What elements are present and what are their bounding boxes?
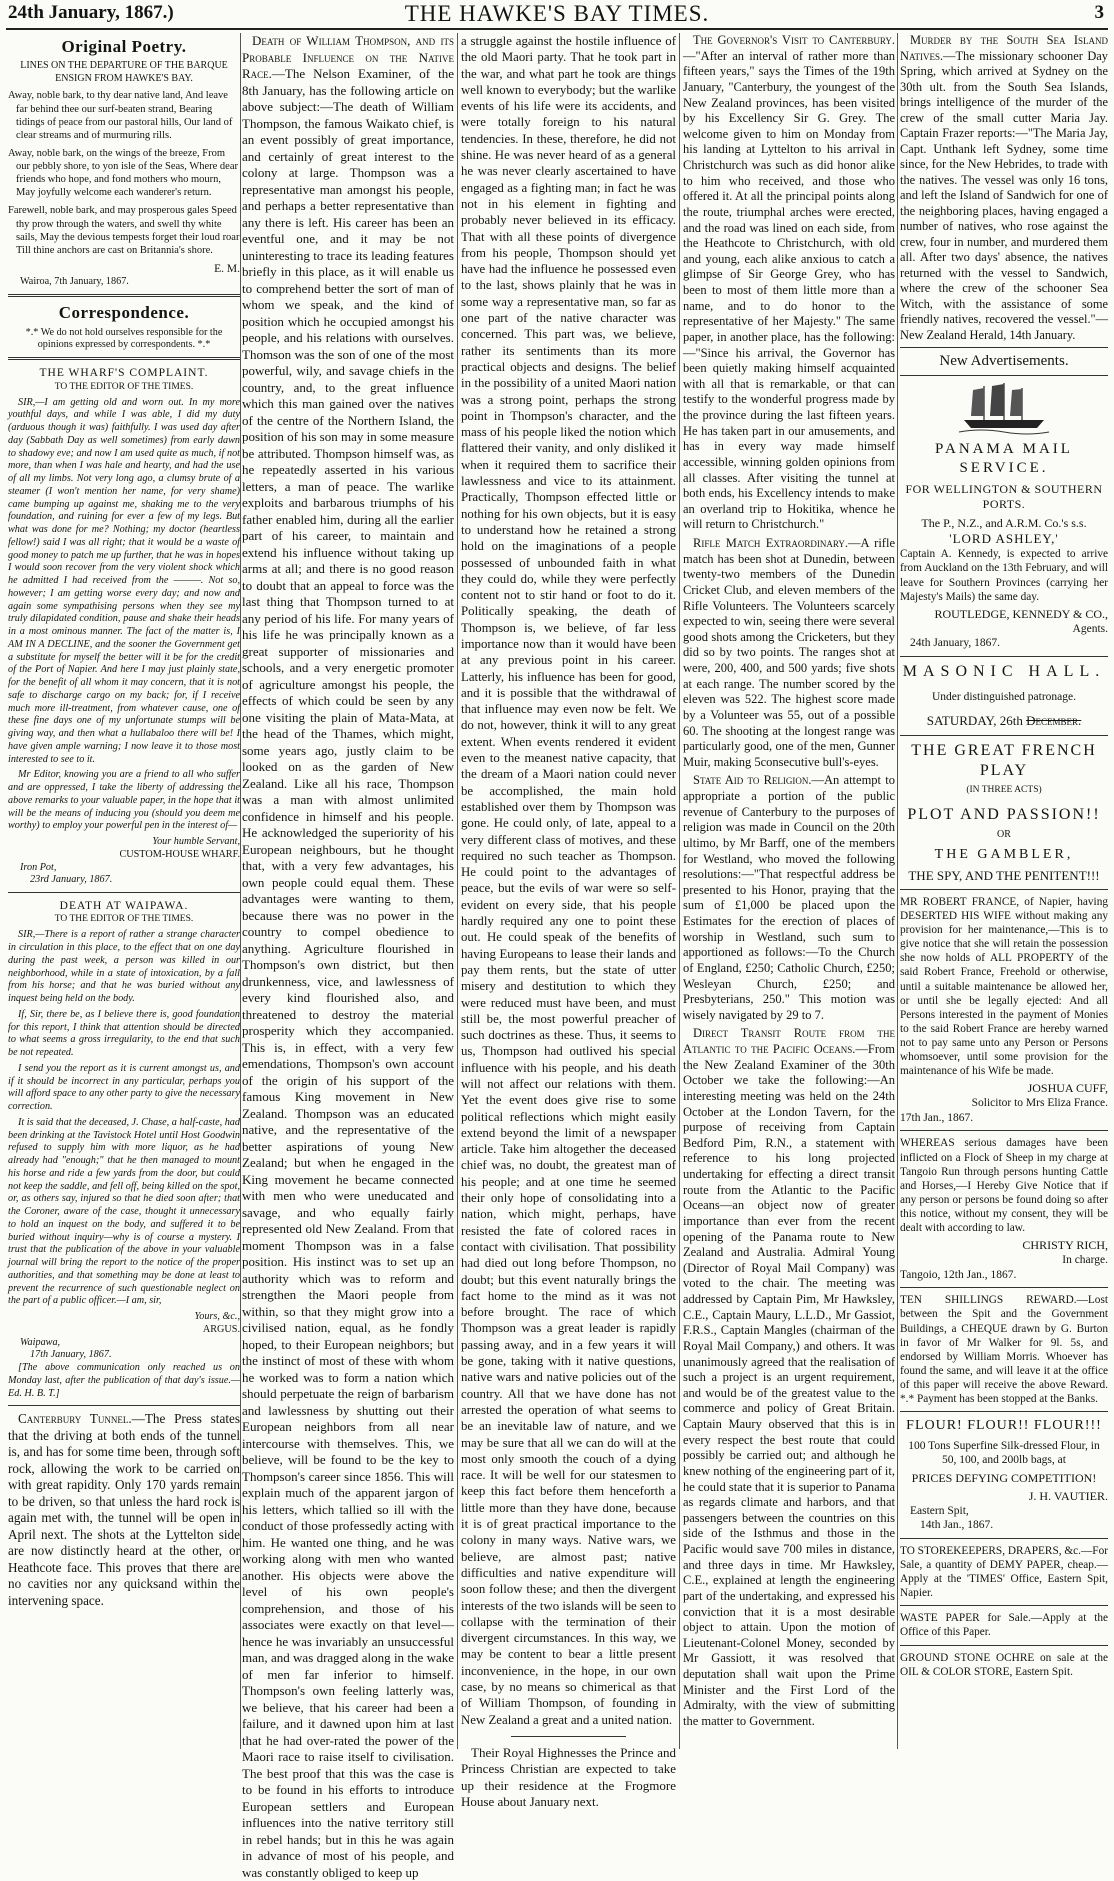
storekeepers-body: TO STOREKEEPERS, DRAPERS, &c.—For Sale, a quantity of DEMY PAPER, cheap.—Apply at the 'TIMES' Office, Eastern Spit, Napier. <box>900 1544 1108 1600</box>
flour-signature: J. H. VAUTIER. <box>1028 1488 1108 1503</box>
play-line-4: OR <box>997 829 1011 841</box>
column-rule <box>240 33 241 1749</box>
panama-date: 24th January, 1867. <box>910 637 1000 650</box>
column-1 <box>8 33 240 1749</box>
rifle-article <box>683 536 895 770</box>
page-number: 3 <box>1094 2 1104 23</box>
column-2 <box>242 33 454 1880</box>
play-line-2: (IN THREE ACTS) <box>966 785 1042 796</box>
divider <box>8 892 240 893</box>
divider <box>8 294 240 297</box>
waipawa-body-2: If, Sir, there be, as I believe there is, good foundation for this report, I think that attention should be directed to what seems a gross irregularity, to the end that such be not repeated. <box>8 1008 240 1059</box>
play-line-3: PLOT AND PASSION!! <box>907 806 1101 824</box>
poem-title: LINES ON THE DEPARTURE OF THE BARQUE ENSIGN FROM HAWKE'S BAY. <box>20 60 228 84</box>
divider <box>8 1405 240 1406</box>
newspaper-title: THE HAWKE'S BAY TIMES. <box>404 1 710 26</box>
masonic-date-day: SATURDAY, 26th <box>926 712 1023 728</box>
whereas-date: Tangoio, 12th Jan., 1867. <box>900 1268 1017 1281</box>
storekeepers-ad <box>900 1544 1108 1600</box>
thompson-heading: Death of William Thompson, and its Probable Influence on the Native Race. <box>242 33 454 81</box>
flour-body: 100 Tons Superfine Silk-dressed Flour, in 50, 100, and 200lb bags, at <box>908 1439 1100 1467</box>
state-aid-body: —An attempt to appropriate a portion of the public revenue of Canterbury to the purposes of religion was made in Council on the 20th ultimo, by Mr Barff, one of the members for Westland, who moved the following resolutions:—"That respectful address be presented to his Honor, praying that the sum of £1,000 be placed upon the Estimates for the erection of places of worship in Westland, such sum to apportioned as follows:—To the Church of England, £250; Catholic Church, £250; Wesleyan Church, £250; and Presbyterians, 250." This motion was wisely navigated by 29 to 7. <box>683 773 895 1022</box>
play-line-5: THE GAMBLER, <box>934 846 1074 862</box>
section-heading-poetry: Original Poetry. <box>61 37 187 56</box>
transit-body: —From the New Zealand Examiner of the 30th October we take the following:—An interesting meeting was held on the 24th October at the London Tavern, for the purpose of receiving from Captain Bedford Pim, R.N., a statement with reference to his long projected undertaking for effecting a direct transit route from the Atlantic to the Pacific Oceans—an object now of greater importance than ever from the recent opening of the Panama route to New Zealand and Australia. Admiral Young (Director of Royal Mail Company) was voted to the chair. The meeting was addressed by Captain Pim, Mr Hawksley, C.E., Captain Maury, L.L.D., Mr Gassiot, F.R.S., Captain Mangles (chairman of the Royal Mail Company,) and others. It was unanimously agreed that the realisation of such a project is an urgent requirement, and would be of the greatest value to the commerce and policy of Great Britain. Captain Maury observed that this is in every respect the best route that could possibly be carried out; and although he knew nothing of the engineering part of it, he could state that it is superior to Panama as regards climate and harbors, and that passengers between the countries on this side of the Isthmus and those in the Pacific would save 700 miles in distance, and three days in time. Mr Hawksley, C.E., explained at length the engineering part of the undertaking, and expressed his conviction that it is a most desirable object to attain. Upon the motion of Lieutenant-Colonel Money, seconded by Mr Gassiott, it was resolved that deputation shall wait upon the Prime Minister and the First Lord of the Admiralty, with the view of submitting the matter to Government. <box>683 1042 895 1728</box>
murder-heading: Murder by the South Sea Island Natives. <box>900 33 1108 63</box>
flour-ad <box>900 1417 1108 1533</box>
divider <box>900 1287 1108 1288</box>
steamship-icon <box>959 380 1049 436</box>
whereas-body: WHEREAS serious damages have been inflicted on a Flock of Sheep in my charge at Tangoio Run through persons hunting Cattle and Horses,—I Hereby Give Notice that if any person or persons be found doing so after this notice, without my consent, they will be dealt with according to law. <box>900 1137 1108 1235</box>
article-to-editor: TO THE EDITOR OF THE TIMES. <box>54 914 194 925</box>
waste-paper-body: WASTE PAPER for Sale.—Apply at the Office of this Paper. <box>900 1612 1108 1639</box>
new-advertisements-heading: New Advertisements. <box>900 347 1108 376</box>
column-3 <box>461 33 676 1809</box>
editor-note: [The above communication only reached us on Monday last, after the publication of that day's issue.—Ed. H. B. T.] <box>8 1362 240 1399</box>
thompson-continued: a struggle against the hostile influence of the old Maori party. That he took part in the war, and what part he took are things well known to everybody; but the warlike events of his life were its accidents, and were totally foreign to his natural tendencies. In these, therefore, he did not shine. He was never heard of as a general he was never clearly ascertained to have engaged as a fighting man; in fact he was not in his element in fighting and probably never believed in its efficacy. That with all these points of divergence from his people, Thompson should yet have had the influence he possessed even to the last, shows plainly that he was in some way a representative man, so far as one part of the native character was concerned. This part was, we believe, rather its sentiments than its more practical objects and designs. The belief in the possibility of a united Maori nation was a strong point, perhaps the strong point in Thompson's character, and the mass of his people liked the notion which flattered their vanity, and only disliked it when it required them to sacrifice their lawlessness and vice to its attainment. Practically, Thompson effected little or nothing for his own objects, but it is easy to understand how he retained a strong hold on the imaginations of a people possessed of unbounded faith in what they could do, while they were perfectly content not to stir hand or foot to do it. Politically speaking, the death of Thompson is, we believe, of far less importance now than it would have been at any previous point in his career. Latterly, his influence has been for good, and it is possible that the withdrawal of that influence may even now be felt. We do not, however, think it will to any great extent. When events rendered it evident even to the meanest native capacity, that the dream of a Maori nation could never be accomplished, the main hold established over them by Thompson was gone. He could only, of late, appeal to a very different class of motives, and these required no such teacher as Thompson. He could point to the advantages of peace, but the evils of war were so self-evident on every side, that his people hardly required any one to point these out. He could speak of the benefits of having Europeans to lease their lands and pay them rents, but the state of utter misery and destitution to which they were reduced must have been, and must still be, the most powerful preacher of such doctrines as these. Thus, it seems to us, Thompson had outlived his special influence with his people, and his death will not affect our relations with them. Yet the event does give rise to some political reflections which might easily extend beyond the limit of a newspaper article. Take him altogether the deceased chief was, no doubt, the greatest man of his people; and at one time he seemed their only hope of consolidating into a nation, which might, perhaps, have resisted the fate of colored races in contact with civilisation. That possibility had died out long before Thompson, no doubt; but this event naturally brings the fact home to the mind as it was not before brought. The race of which Thompson was a great leader is rapidly passing away, and in a few years it will be gone, taking with it native questions, native wars and native policies out of the country. All that we have done has not arrested the operation of what seems to be an inevitable law of nature, and we may be sure that all we can do will at the most only smooth the couch of a dying race. It will be well for our statesmen to keep this fact before them henceforth a little more than they have done, because it is of great practical importance to the colony in many ways. Native wars, we believe, are almost past; native difficulties and native expenditure will soon follow these; and then the divergent interests of the two islands will be seen to collapse with the termination of their divergent circumstances. In this way, we may be content to bear a little present inconvenience, in the hope, in our own case, by no means so chimerical as that of William Thompson, of founding in New Zealand a great and a united nation. <box>461 34 676 1727</box>
play-line-1: THE GREAT FRENCH PLAY <box>911 741 1097 780</box>
panama-agents: ROUTLEDGE, KENNEDY & CO., <box>934 606 1108 621</box>
reward-notice <box>900 1293 1108 1406</box>
masonic-date-month: December. <box>1026 712 1082 728</box>
panama-title: PANAMA MAIL SERVICE. <box>935 440 1073 476</box>
thompson-article <box>242 33 454 1881</box>
divider <box>8 357 240 360</box>
column-rule <box>679 33 680 1749</box>
tunnel-article <box>8 1411 240 1609</box>
issue-date: 24th January, 1867.) <box>8 2 174 23</box>
royal-article: Their Royal Highnesses the Prince and Princess Christian are expected to take up their residence at the Frogmore House about January next. <box>461 1744 676 1809</box>
poem-signature: E. M. <box>214 262 240 275</box>
transit-article <box>683 1026 895 1729</box>
waipawa-body-3: I send you the report as it is current amongst us, and if it should be incorrect in any particular, perhaps you will afford space to any other party to give the necessary correction. <box>8 1062 240 1113</box>
divider <box>900 1130 1108 1131</box>
wharf-sign-2: CUSTOM-HOUSE WHARF. <box>119 848 240 860</box>
panama-ship-name: 'LORD ASHLEY,' <box>949 531 1059 546</box>
column-5 <box>900 33 1108 1749</box>
masonic-title: MASONIC HALL. <box>902 662 1106 680</box>
divider <box>900 656 1108 657</box>
panama-agents-label: Agents. <box>1072 622 1108 635</box>
wharf-letter-body: SIR,—I am getting old and worn out. In my more youthful days, and while I was able, I did my duty (arduous though it was) faithfully. I was used day after day (Sabbath Day as well sometimes) from early dawn to shadowy eve; and now I am used quite as much, if not more, than when I was hale and hearty, and had the use of all my limbs. Not very long ago, a clumsy brute of a steamer (I won't mention her name, for very shame) came bumping up against me, shaking me to the very foundation, and ruining for ever a few of my legs. But what was done for me? Nothing; my doctor (heartless fellow!) said I was all right; that it would be a waste of good money to patch me up further, that he was in hopes I would soon recover from the very violent shock which he admitted I had received from the ———. Not so, however; I am getting worse every day; and now and again some sympathising persons when they see my truly dilapidated condition, pause and shake their heads in a most ominous manner. The fact of the matter is, I AM IN A DECLINE, and the sooner the Government get a substitute for myself the better will it be for the credit of the Port of Napier. And here I may just plainly state, for the benefit of all whom it may concern, that it is not safe to discharge cargo on my back; for, if I receive much more ill-treatment, from whatever cause, one of these fine days one of my unfortunate stumps will be giving way, and then what a hullabaloo there will be! I have given ample warning; I now leave it to those most interested to see to it. <box>8 396 240 765</box>
flour-date: 14th Jan., 1867. <box>920 1519 994 1532</box>
flour-title: FLOUR! FLOUR!! FLOUR!!! <box>906 1418 1102 1434</box>
poem-place: Wairoa, 7th January, 1867. <box>20 276 129 288</box>
france-signature: JOSHUA CUFF, <box>1027 1081 1108 1096</box>
flour-prices: PRICES DEFYING COMPETITION! <box>911 1470 1097 1485</box>
column-rule <box>457 33 458 1749</box>
poem-stanza: Away, noble bark, on the wings of the breeze, From our pebbly shore, to yon isle of the Seas, Where dear friends who hope, and fond mothers who mourn, May joyfully welcome each wanderer's return. <box>8 147 238 199</box>
article-title-wharf: THE WHARF'S COMPLAINT. <box>39 367 209 380</box>
waipawa-date: 17th January, 1867. <box>30 1349 112 1361</box>
correspondence-note: *.* We do not hold ourselves responsible for the opinions expressed by correspondents. *.* <box>25 326 223 351</box>
waipawa-body-1: SIR,—There is a report of rather a strange character in circulation in this place, to the effect that on one day during the past week, a person was killed in our neighborhood, while in a state of intoxication, by a fall from his horse; and that he was buried without any inquest being held on the body. <box>8 929 240 1005</box>
wharf-sign-1: Your humble Servant, <box>152 836 240 847</box>
flour-place: Eastern Spit, <box>910 1504 969 1517</box>
france-date: 17th Jan., 1867. <box>900 1111 974 1124</box>
reward-body: TEN SHILLINGS REWARD.—Lost between the Spit and the Government Buildings, a CHEQUE drawn by G. Burton in favor of Mr Walker for 9l. 5s, and endorsed by William Morris. Whoever has found the same, and will leave it at the office of this paper will receive the above Reward. *.* Payment has been stopped at the Banks. <box>900 1294 1108 1406</box>
france-notice <box>900 895 1108 1126</box>
state-aid-article <box>683 773 895 1023</box>
play-line-6: THE SPY, AND THE PENITENT!!! <box>908 867 1100 883</box>
poem-stanza: Away, noble bark, to thy dear native land, And leave far behind thee our surf-beaten strand, Bearing tidings of peace from our pastoral hills, Our land of clear streams and of murmuring rills. <box>8 90 233 141</box>
masthead <box>6 0 1108 30</box>
divider <box>900 1538 1108 1539</box>
panama-ad <box>900 380 1108 651</box>
masonic-ad <box>900 662 1108 884</box>
governor-heading: The Governor's Visit to Canterbury. <box>693 33 895 47</box>
poem-stanza: Farewell, noble bark, and may prosperous gales Speed thy prow through the waters, and swell thy white sails, May the devious tempests forget their loud roar Till thine anchors are cast on Britannia's shore. <box>8 205 240 256</box>
waipawa-sign-1: Yours, &c., <box>194 1311 240 1323</box>
waipawa-place: Waipawa, <box>20 1336 61 1348</box>
tunnel-heading: Canterbury Tunnel. <box>18 1411 132 1427</box>
rifle-body: —A rifle match has been shot at Dunedin, between twenty-two members of the Dunedin Cricket Club, and eleven members of the Rifle Volunteers. The Volunteers scarcely expected to win, seeing there were several good shots among the Cricketers, but they did so by two points. The ranges shot at were, 200, 400, and 500 yards; five shots at each range. The number scored by the eleven was 522. The highest score made by a Volunteer was 55, out of a possible 60. The shooting at the longest range was particularly good, one of the men, Gunner Muir, making 5consecutive bull's-eyes. <box>683 536 895 769</box>
waste-paper-ad <box>900 1611 1108 1639</box>
murder-body: —The missionary schooner Day Spring, which arrived at Sydney on the 30th ult. from the South Sea Islands, brings intelligence of the murder of the crew of the small cutter Maria Jay. Captain Frazer reports:—"The Maria Jay, Capt. Unthank left Sydney, some time since, for the New Hebrides, to trade with the natives. The vessel was only 16 tons, and left the Island of Sandwich for one of the neighboring places, having engaged a number of natives, who rose against the crew, four in number, and murdered them all. After two days' absence, the natives returned with the vessel to Sandwich, where the crew of the schooner Sea Witch, with the assistance of some friendly natives, recovered the vessel."—New Zealand Herald, 14th January. <box>900 48 1108 342</box>
ochre-body: GROUND STONE OCHRE on sale at the OIL & COLOR STORE, Eastern Spit. <box>900 1651 1108 1678</box>
divider <box>511 1736 626 1737</box>
masonic-date <box>900 713 1108 729</box>
panama-company: The P., N.Z., and A.R.M. Co.'s s.s. <box>921 515 1087 530</box>
divider <box>900 1605 1108 1606</box>
wharf-letter-body-2: Mr Editor, knowing you are a friend to all who suffer and are oppressed, I take the liberty of addressing the above remarks to your valuable paper, in the hope that it will be the means of inducing you (should you deem me worthy) to employ your powerful pen in the interest of— <box>8 769 240 832</box>
transit-heading: Direct Transit Route from the Atlantic to the Pacific Oceans. <box>683 1026 895 1056</box>
divider <box>900 1411 1108 1412</box>
divider <box>900 889 1108 890</box>
whereas-signature: CHRISTY RICH, <box>1022 1238 1108 1253</box>
column-rule <box>897 33 898 1749</box>
article-to-editor: TO THE EDITOR OF THE TIMES. <box>54 381 194 392</box>
thompson-body: —The Nelson Examiner, of the 8th January, has the following article on above subject:—The death of William Thompson, the famous Waikato chief, is an event possibly of great importance, and certainly of great interest to the colony at large. Thompson was a representative man amongst his people, and perhaps a better representative than any there is left. His career has been an eventful one, and it may be not uninteresting to trace its leading features briefly in this place, as it will enable us to comprehend better the sort of man of whom we speak, and the kind of position which he occupied amongst his people, and his relations with ourselves. Thomson was the son of one of the most powerful, wily, and savage chiefs in the country, and, to the great influence which this man gained over the natives of the centre of the Northern Island, the position of his son may in some measure be attributed. Thompson himself was, as he repeatedly asserted in his various letters, a man of peace. The warlike exploits and barbarous triumphs of his father enabled him, during all the earlier part of his career, to maintain and extend his influence without taking up arms at all; and there is no good reason to doubt that an appeal to force was the last thing that Thompson turned to at any period of his life. For many years of his life he was principally known as a great supporter of missionaries and schools, and a very energetic promoter of agriculture amongst his people, the effects of which could be seen by any one visiting the plain of Mata-Mata, at the head of the Thames, which might, some years ago, justly claim to be looked on as the garden of New Zealand. Like all his race, Thompson was a man with almost unlimited confidence in himself and his people. He acknowledged the superiority of his European neighbours, but he thought that, with a very few advantages, his own people could equal them. These advantages were wanting to them, because there was no power in the country to compel obedience to anything. Agriculture flourished in Thompson's own district, but then drunkenness, vice, and lawlessness of every kind flourished also, and threatened to destroy the material prosperity which they accompanied. This is, in effect, with a very few emendations, Thompson's own account of the origin of his support of the famous King movement in New Zealand. Thompson was an educated native, and the representative of the better aspirations of young New Zealand; but when he engaged in the King movement he became connected with men who were uneducated and savage, and who equally fairly represented old New Zealand. From that moment Thompson was in a false position. His instinct was to set up an authority which was to reform and strengthen the Maori people from within, so that they might grow into a civilised nation, equal, as he fondly hoped, to their European neighbors; but the instinct of most of these with whom he worked was to form a nation which should perpetuate the reign of barbarism and lawlessness by shutting out their European neighbors from all near intercourse with themselves. This, we believe, will be found to be the key to Thompson's career since 1856. This will explain much of the apparent jargon of his letters, which tallied so ill with the conduct of those professedly acting with him. He wanted one thing, and he was working along with men who wanted another. His objects were above the level of his own people's comprehension, and those of his associates were exactly on that level—hence he was invariably an unsuccessful man, and was dragged along in the wake of men far inferior to himself. Thompson's own feeling latterly was, we believe, that his career had been a failure, and it dawned upon him at last that he had over-rated the power of the Maori race to raise itself to civilisation. The best proof that this was the case is to be found in his efforts to introduce European settlers and European influences into the native territory still in rebel hands; but in this he was again in advance of most of his people, and was constantly obliged to keep up <box>242 66 454 1880</box>
waipawa-sign-2: ARGUS. <box>202 1323 240 1335</box>
whereas-role: In charge. <box>1062 1254 1108 1267</box>
article-title-waipawa: DEATH AT WAIPAWA. <box>59 900 189 912</box>
wharf-date: 23rd January, 1867. <box>30 874 113 886</box>
france-solicitor: Solicitor to Mrs Eliza France. <box>971 1097 1108 1110</box>
section-heading-correspondence: Correspondence. <box>58 303 190 323</box>
wharf-place: Iron Pot, <box>20 861 57 873</box>
rifle-heading: Rifle Match Extraordinary. <box>693 536 848 550</box>
divider <box>900 735 1108 736</box>
whereas-notice <box>900 1136 1108 1282</box>
divider <box>900 1645 1108 1646</box>
panama-body: Captain A. Kennedy, is expected to arrive from Auckland on the 13th February, and will leave for Southern Provinces (carrying her Majesty's Mails) the same day. <box>900 548 1108 603</box>
tunnel-body: —The Press states that the driving at both ends of the tunnel is, and has for some time been, through soft rock, allowing the work to be carried on with great rapidity. Only 170 yards remain to be driven, so that unless the hard rock is again met with, the tunnel will be open in April next. The shots at the Lyttelton side are now distinctly heard at the other, or Heathcote face. This proves that there are no cavities nor any quicksand within the intervening space. <box>8 1411 240 1608</box>
france-body: MR ROBERT FRANCE, of Napier, having DESERTED HIS WIFE without making any provision for her maintenance,—This is to give notice that she will retain the possession she now holds of ALL PROPERTY of the said Robert France, Freehold or otherwise, until a suitable maintenance be allowed her, or until she be legally ejected: And all Persons interested in the payment of Monies to the said Robert France are hereby warned not to pay same unto any Person or Persons whomsoever, until some provision for the maintenance of his Wife be made. <box>900 895 1108 1078</box>
governor-body: —"After an interval of rather more than fifteen years," says the Times of the 19th January, "Canterbury, the youngest of the New Zealand provinces, has been visited by his Excellency Sir G. Grey. The welcome given to him on Monday from his landing at Lyttelton to his arrival in Christchurch was such as did honor alike to him who received, and those who offered it. At all the principal points along the route, triumphal arches were erected, and the road was lined on each side, from the Heathcote to Christchurch, with old and young, each alike anxious to catch a glimpse of Sir George Grey, who has been to most of them little more than a name, and to do honor to the representative of her Majesty." The same paper, in another place, has the following:—"Since his arrival, the Governor has been quietly making himself acquainted with all that is remarkable, or that can testify to the wonderful progress made by the province during the last fifteen years. He has taken part in our amusements, and has in every way made himself accessible, winning golden opinions from all classes. After visiting the tunnel at both ends, his Excellency intends to make an overland trip to Hokitika, whence he will return to Christchurch." <box>683 48 895 532</box>
state-aid-heading: State Aid to Religion. <box>693 773 812 788</box>
ochre-ad <box>900 1651 1108 1679</box>
waipawa-body-4: It is said that the deceased, J. Chase, a half-caste, had been drinking at the Tavistock Hotel until Host Goodwin refused to supply him with more liquor, as he had already had "enough;" that he then managed to mount his horse and ride a few yards from the door, but could not keep the saddle, and fell off, being killed on the spot, or, as others say, injured so that he died soon after; that the Coroner, aware of the case, thought it unnecessary to hold an inquest on the body, and suffered it to be buried without inquiry—why is of course a mystery. I trust that the publication of the above in your valuable journal will bring the report to the notice of the proper authorities, and that something may be done at least to prevent the recurrence of such questionable neglect on the part of a public officer.—I am, sir, <box>8 1116 240 1307</box>
murder-article <box>900 33 1108 343</box>
poem <box>8 89 240 257</box>
panama-destination: FOR WELLINGTON & SOUTHERN PORTS. <box>905 481 1103 511</box>
masonic-patronage: Under distinguished patronage. <box>931 691 1077 704</box>
governor-article <box>683 33 895 533</box>
column-4 <box>683 33 895 1749</box>
